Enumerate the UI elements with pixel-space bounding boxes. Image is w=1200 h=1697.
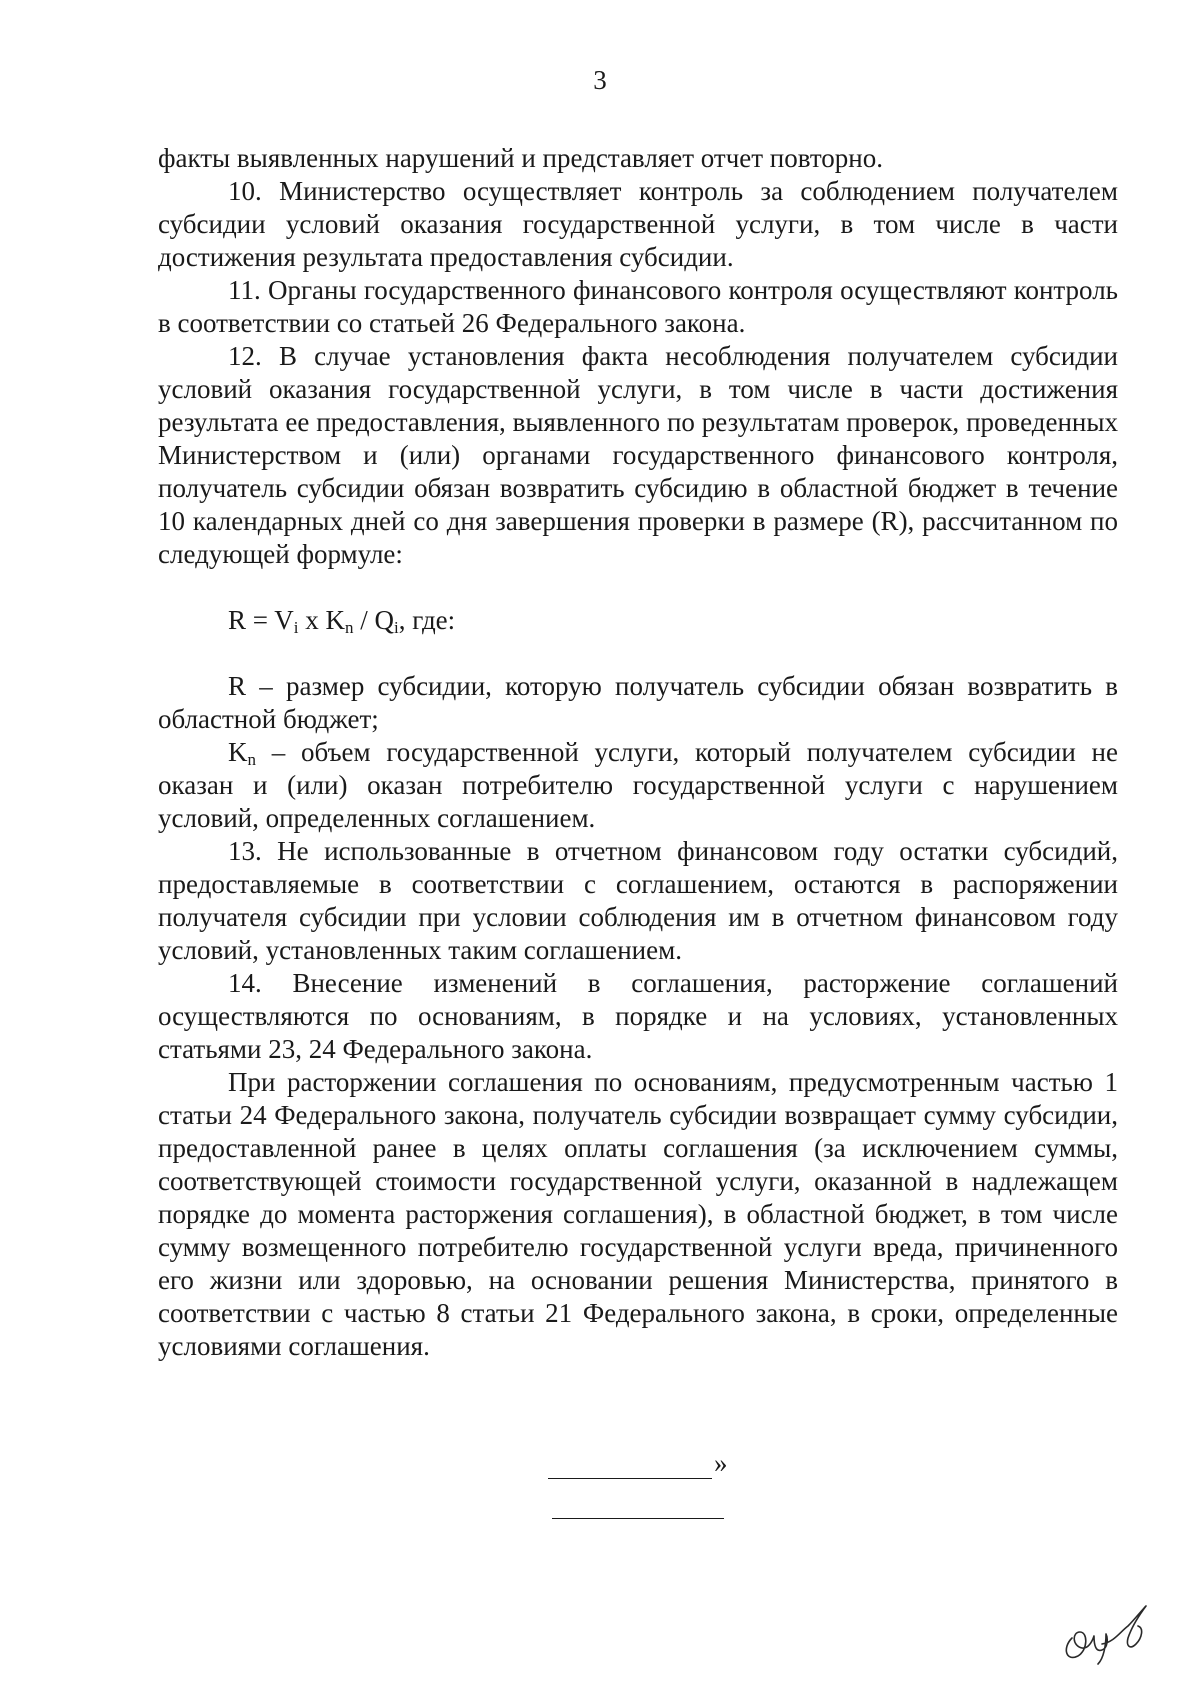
definition-k-symbol: K	[228, 737, 248, 767]
page-number: 3	[593, 65, 607, 95]
formula-tail: , где:	[398, 605, 456, 635]
paragraph-continuation: факты выявленных нарушений и представляет отчет повторно.	[158, 143, 883, 173]
formula-lhs: R = V	[228, 605, 294, 635]
closing-line	[548, 1454, 712, 1479]
document-body	[158, 142, 1118, 1363]
separator-line	[552, 1518, 724, 1519]
formula-div: / Q	[353, 605, 394, 635]
paragraph-14-continuation: При расторжении соглашения по основаниям, предусмотренным частью 1 статьи 24 Федерального закона, получатель субсидии возвращает сумму субсидии, предоставленной ранее в целях оплаты соглашения (за исключением суммы, соответствующей стоимости государственной услуги, оказанной в надлежащем порядке до момента расторжения соглашения), в областной бюджет, в том числе сумму возмещенного потребителю государственной услуги вреда, причиненного его жизни или здоровью, на основании решения Министерства, принятого в соответствии с частью 8 статьи 21 Федерального закона, в сроки, определенные условиями соглашения.	[158, 1067, 1118, 1361]
definition-r: R – размер субсидии, которую получатель субсидии обязан возвратить в областной бюджет;	[158, 671, 1118, 734]
closing-mark	[548, 1448, 728, 1479]
definition-k	[158, 736, 1118, 835]
formula-sub-i: i	[293, 618, 299, 637]
definition-k-text: – объем государственной услуги, который получателем субсидии не оказан и (или) оказан потребителю государственной услуги с нарушением условий, определенных соглашением.	[158, 737, 1118, 833]
paragraph-11: 11. Органы государственного финансового контроля осуществляют контроль в соответствии со статьей 26 Федерального закона.	[158, 275, 1118, 338]
formula-sub-n: n	[344, 618, 354, 637]
paragraph-14: 14. Внесение изменений в соглашения, расторжение соглашений осуществляются по основаниям, в порядке и на условиях, установленных статьями 23, 24 Федерального закона.	[158, 968, 1118, 1064]
formula	[158, 604, 1118, 637]
formula-mid: x K	[298, 605, 345, 635]
definition-k-sub: n	[247, 750, 256, 769]
closing-quote: »	[714, 1448, 728, 1478]
paragraph-10: 10. Министерство осуществляет контроль за соблюдением получателем субсидии условий оказания государственной услуги, в том числе в части достижения результата предоставления субсидии.	[158, 176, 1118, 272]
handwritten-signature	[1058, 1598, 1158, 1668]
formula-sub-i2: i	[393, 618, 399, 637]
paragraph-13: 13. Не использованные в отчетном финансовом году остатки субсидий, предоставляемые в соответствии с соглашением, остаются в распоряжении получателя субсидии при условии соблюдения им в отчетном финансовом году условий, установленных таким соглашением.	[158, 836, 1118, 965]
paragraph-12: 12. В случае установления факта несоблюдения получателем субсидии условий оказания государственной услуги, в том числе в части достижения результата ее предоставления, выявленного по результатам проверок, проведенных Министерством и (или) органами государственного финансового контроля, получатель субсидии обязан возвратить субсидию в областной бюджет в течение 10 календарных дней со дня завершения проверки в размере (R), рассчитанном по следующей формуле:	[158, 341, 1118, 569]
